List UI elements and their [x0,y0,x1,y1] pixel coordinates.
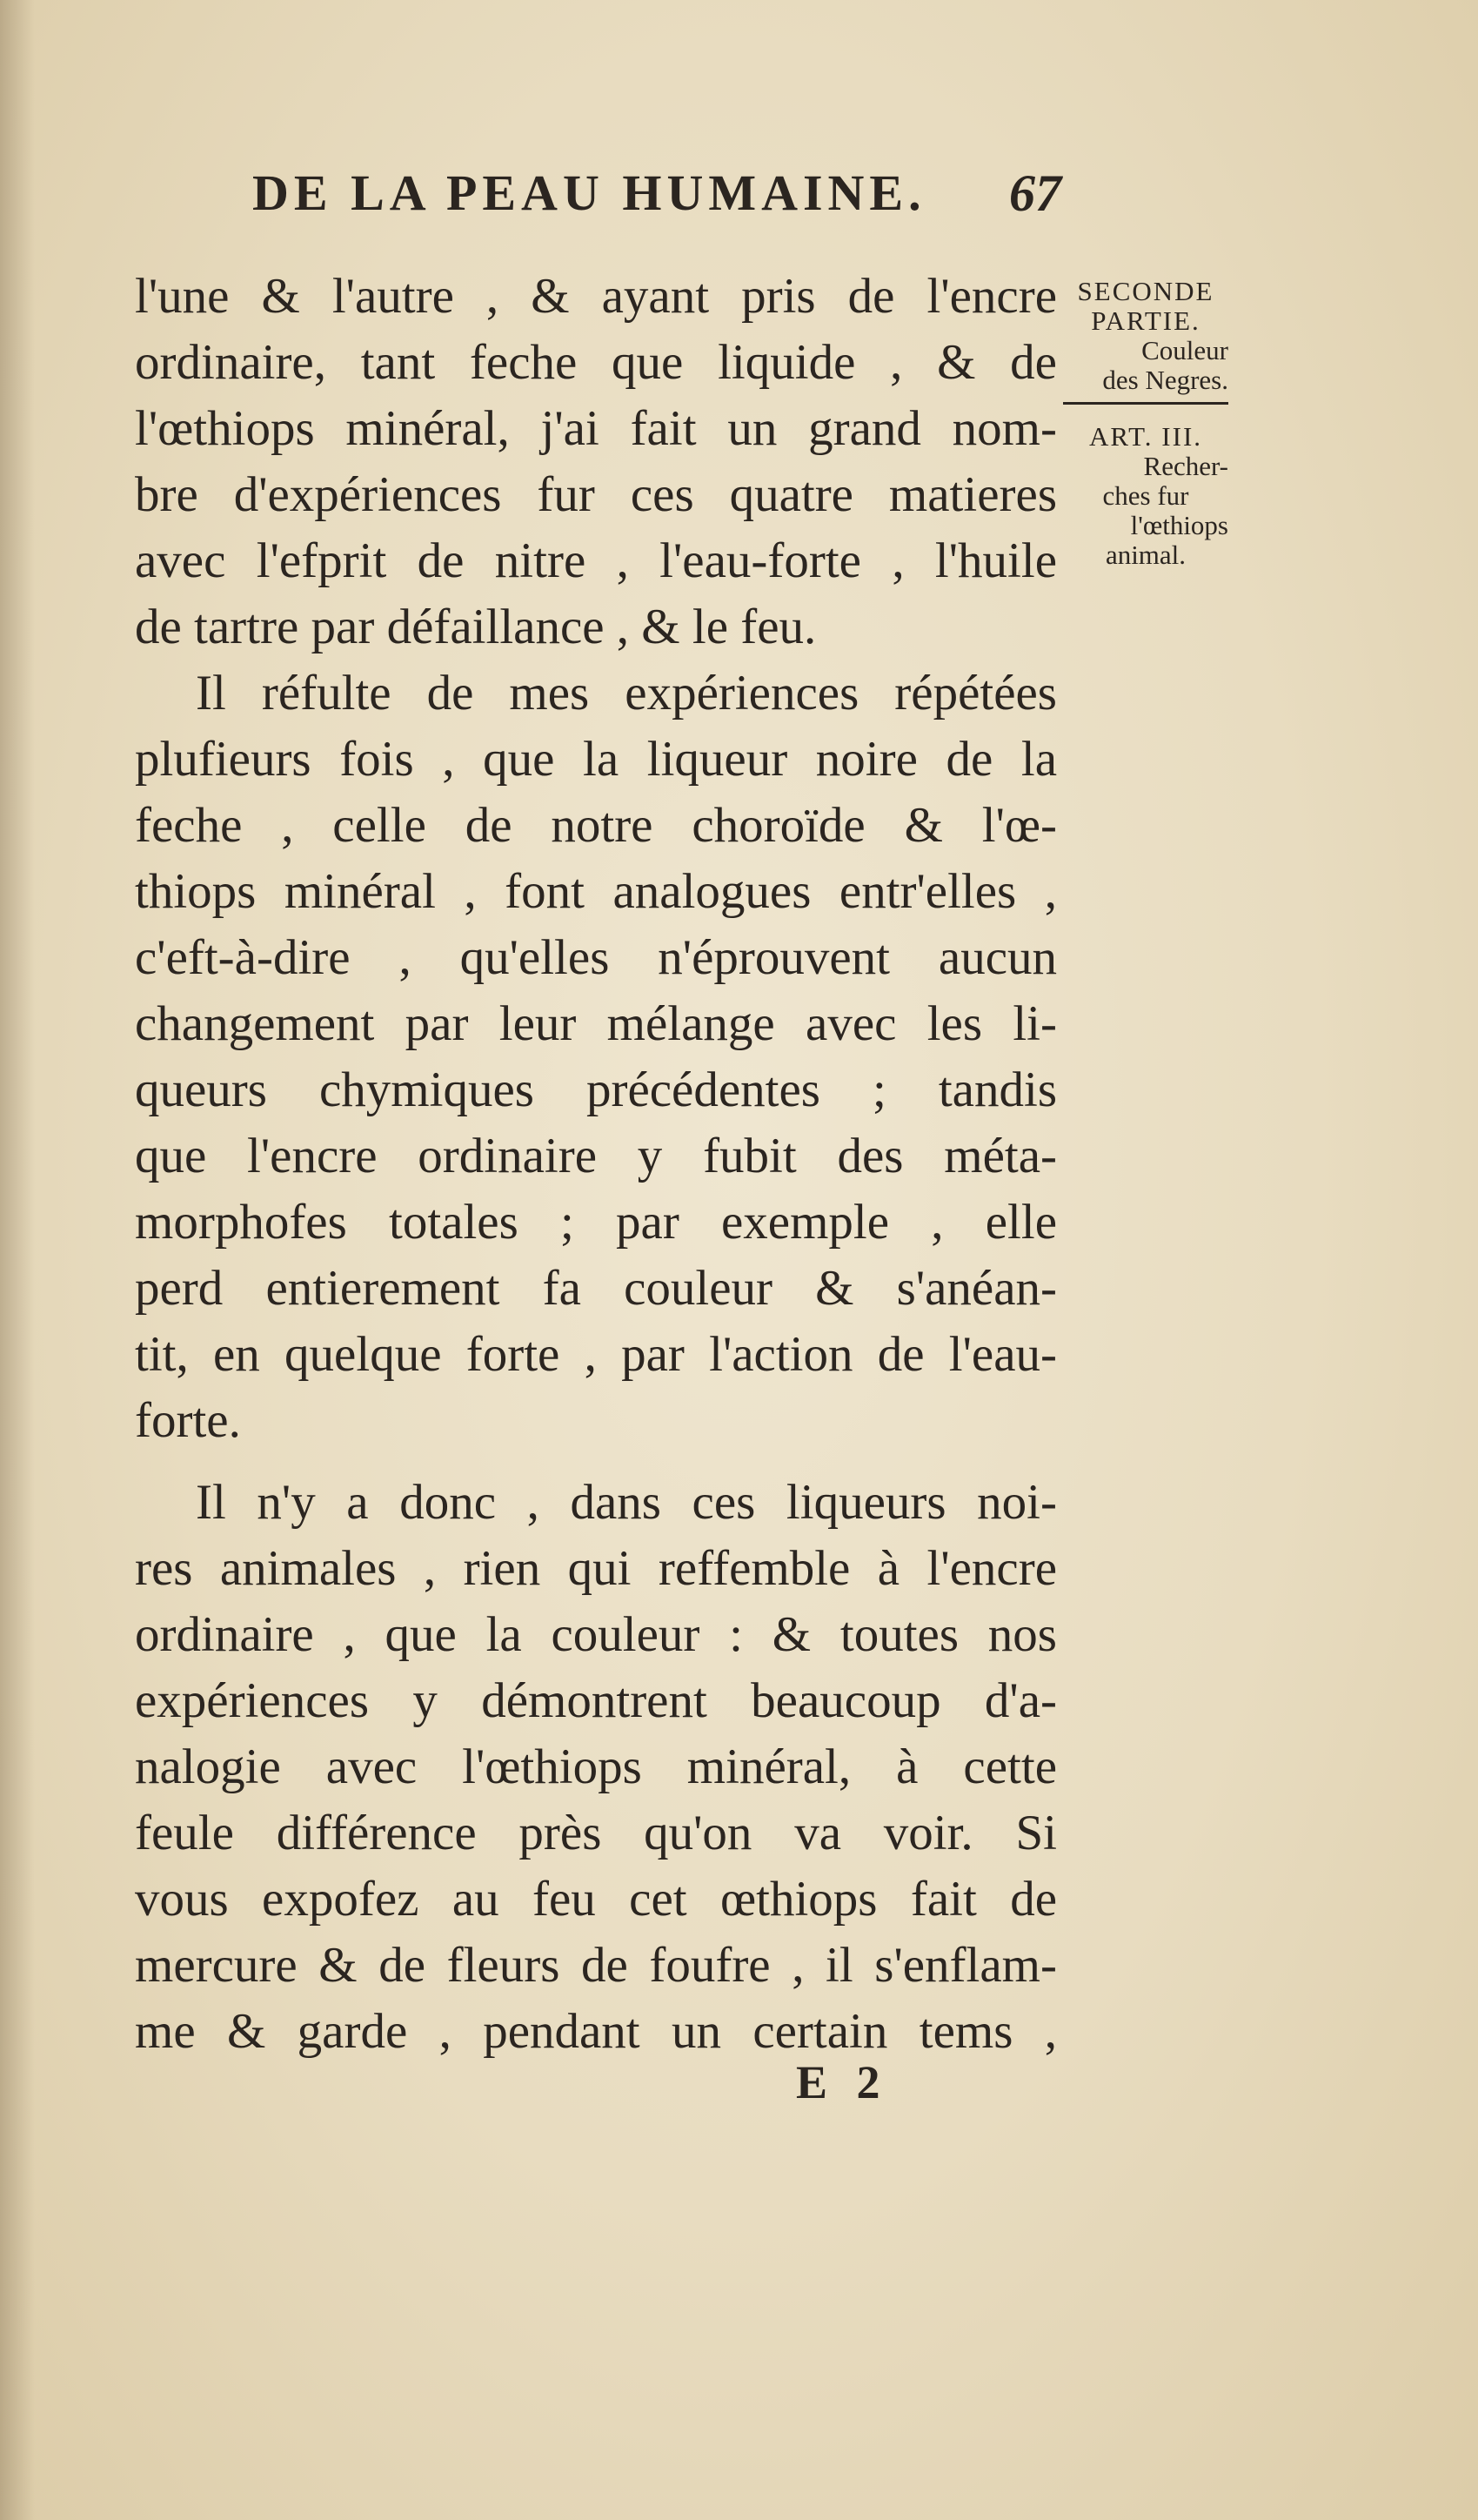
text-line: thiops minéral , font analogues entr'elles , [135,864,1057,919]
text-line: forte. [135,1393,241,1448]
sidenote-line: SECONDE [1077,276,1214,306]
sidenote-line: Recher- [1143,451,1228,481]
text-line: l'une & l'autre , & ayant pris de l'encre [135,269,1057,324]
text-line: Il réfulte de mes expériences répétées [196,666,1057,720]
text-line: ordinaire, tant feche que liquide , & de [135,335,1057,390]
text-line: morphofes totales ; par exemple , elle [135,1195,1057,1250]
sidenote-line: PARTIE. [1091,305,1200,336]
text-line: bre d'expériences fur ces quatre matieres [135,467,1057,522]
sidenote-line: Couleur [1141,335,1228,365]
signature-mark: E 2 [796,2056,889,2108]
text-line: que l'encre ordinaire y fubit des méta- [135,1129,1057,1183]
text-line: changement par leur mélange avec les li- [135,996,1057,1051]
text-line: mercure & de fleurs de foufre , il s'enflam- [135,1938,1057,1993]
text-line: perd entierement fa couleur & s'anéan- [135,1261,1057,1316]
text-line: feche , celle de notre choroïde & l'œ- [135,798,1057,853]
text-line: vous expofez au feu cet œthiops fait de [135,1872,1057,1927]
running-head [252,164,1061,233]
text-line: plufieurs fois , que la liqueur noire de la [135,732,1057,787]
sidenote-line: des Negres. [1102,365,1228,395]
sidenote-line: ches fur [1102,480,1189,511]
text-line: nalogie avec l'œthiops minéral, à cette [135,1739,1057,1794]
text-line: de tartre par défaillance , & le feu. [135,600,817,654]
running-title: DE LA PEAU HUMAINE. [252,164,926,221]
sidenote-part [1063,277,1228,336]
sidenote-line: ART. III. [1088,421,1203,452]
text-line: avec l'efprit de nitre , l'eau-forte , l'huile [135,533,1057,588]
sidenote-line: l'œthiops [1130,510,1228,540]
margin-notes [1063,277,1228,570]
text-line: Il n'y a donc , dans ces liqueurs noi- [196,1475,1057,1530]
paragraph-gap [135,1454,1057,1470]
main-text [135,264,1057,2065]
text-line: res animales , rien qui reffemble à l'encre [135,1541,1057,1596]
text-line: feule différence près qu'on va voir. Si [135,1806,1057,1860]
page-number: 67 [1009,164,1061,222]
text-line: l'œthiops minéral, j'ai fait un grand nom- [135,401,1057,456]
text-line: expériences y démontrent beaucoup d'a- [135,1673,1057,1728]
text-line: queurs chymiques précédentes ; tandis [135,1062,1057,1117]
text-line: tit, en quelque forte , par l'action de l'eau- [135,1327,1057,1382]
text-line: me & garde , pendant un certain tems , [135,2004,1057,2059]
sidenote-article [1063,422,1228,570]
text-line: ordinaire , que la couleur : & toutes nos [135,1607,1057,1662]
sidenote-divider [1063,402,1228,405]
text-line: c'eft-à-dire , qu'elles n'éprouvent aucun [135,930,1057,985]
sidenote-line: animal. [1105,540,1187,570]
sidenote-subject [1063,336,1228,395]
